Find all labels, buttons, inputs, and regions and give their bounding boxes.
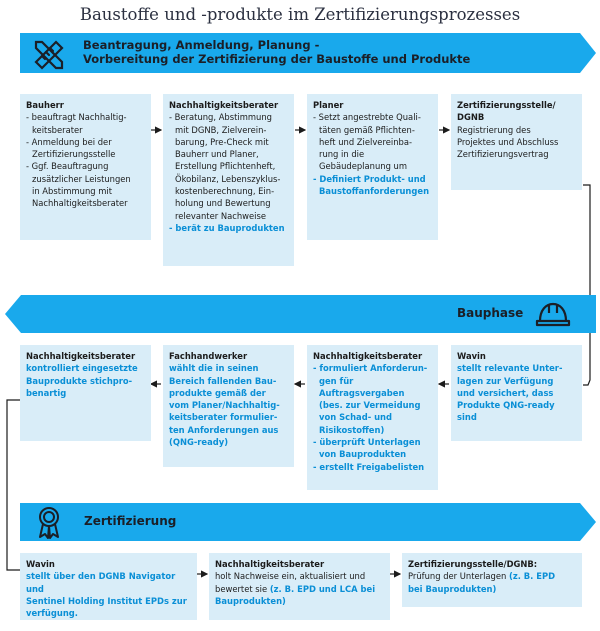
- box-line: rung in die: [319, 149, 365, 160]
- box-highlight: verfügung.: [26, 608, 78, 619]
- phase1-box-planer: [307, 94, 438, 240]
- box-line: keitsberater: [32, 124, 83, 135]
- box-heading: Fachhandwerker: [169, 351, 248, 361]
- box-highlight: lagen zur Verfügung: [457, 375, 554, 386]
- box-highlight: Bereich fallenden Bau-: [169, 375, 277, 386]
- box-highlight: stellt über den DGNB Navigator und: [26, 571, 176, 594]
- phase2-band: [5, 295, 596, 333]
- box-heading: Nachhaltigkeitsberater: [313, 351, 423, 361]
- phase1-box-nachhaltigkeitsberater: [163, 94, 294, 266]
- box-line: zusätzlicher Leistungen: [32, 173, 131, 184]
- phase1-box-bauherr: [20, 94, 151, 240]
- box-heading: Nachhaltigkeitsberater: [26, 351, 136, 361]
- box-line: Ökobilanz, Lebenszyklus-: [175, 173, 281, 184]
- box-highlight: - berät zu Bauprodukten: [169, 222, 285, 233]
- phase2-title: Bauphase: [457, 306, 524, 320]
- box-line: Bauherr und Planer,: [175, 149, 259, 160]
- box-highlight: stellt relevante Unter-: [457, 363, 563, 374]
- box-highlight: Bauprodukte stichpro-: [26, 375, 133, 386]
- box-line: täten gemäß Pflichten-: [319, 124, 415, 135]
- phase2-box-fachhandwerker: [163, 345, 294, 467]
- phase3-box-zertifizierungsstelle: [402, 553, 582, 607]
- box-highlight: gen für Auftragsvergaben: [319, 375, 405, 398]
- box-line: Zertifizierungsvertrag: [457, 149, 549, 160]
- box-line-highlight: (z. B. EPD und LCA bei: [269, 583, 376, 594]
- box-highlight: Sentinel Holding Institut EPDs zur: [26, 595, 187, 606]
- box-highlight: Produkte QNG-ready: [457, 400, 555, 411]
- box-highlight: - überprüft Unterlagen: [313, 437, 421, 448]
- box-line: holt Nachweise ein, aktualisiert und: [215, 571, 366, 582]
- phase2-box-nachhaltigkeitsberater-2: [307, 345, 438, 490]
- box-heading: Nachhaltigkeitsberater: [215, 559, 325, 569]
- phase3-box-wavin: [20, 553, 197, 620]
- box-line: - beauftragt Nachhaltig-: [26, 112, 127, 123]
- box-highlight: und versichert, dass: [457, 387, 554, 398]
- box-highlight: - formuliert Anforderun-: [313, 363, 428, 374]
- box-highlight: sind: [457, 412, 477, 423]
- phase1-title: Beantragung, Anmeldung, Planung -: [83, 38, 320, 52]
- certificate-icon: [34, 505, 64, 539]
- box-highlight: von Schad- und: [319, 412, 393, 423]
- box-highlight: produkte gemäß der: [169, 387, 266, 398]
- box-line: barung, Pre-Check mit: [175, 136, 269, 147]
- box-line: Registrierung des: [457, 124, 531, 135]
- box-line: relevanter Nachweise: [175, 210, 266, 221]
- box-line: in Abstimmung mit: [32, 186, 112, 197]
- box-line: - Ggf. Beauftragung: [26, 161, 109, 172]
- phase3-band: [20, 503, 596, 541]
- page-title: Baustoffe und -produkte im Zertifizierungsprozesses: [79, 5, 521, 24]
- box-line-highlight: (z. B. EPD: [509, 571, 556, 582]
- box-highlight: keitsberater formulier-: [169, 412, 278, 423]
- box-highlight: (QNG-ready): [169, 437, 229, 448]
- box-highlight: Risikostoffen): [319, 424, 385, 435]
- box-line: Erstellung Pflichtenheft,: [175, 161, 276, 172]
- box-highlight: ten Anforderungen aus: [169, 424, 279, 435]
- phase3-title: Zertifizierung: [84, 514, 177, 528]
- box-line: holung und Bewertung: [175, 198, 271, 209]
- box-highlight: - erstellt Freigabelisten: [313, 461, 425, 472]
- box-line-plain: Prüfung der Unterlagen: [408, 571, 509, 582]
- box-line: - Beratung, Abstimmung: [169, 112, 272, 123]
- box-line: Zertifizierungsstelle: [32, 149, 116, 160]
- box-highlight: von Bauprodukten: [319, 449, 407, 460]
- hard-hat-icon: [535, 299, 571, 329]
- box-highlight: Baustoffanforderungen: [319, 186, 430, 197]
- box-heading: Wavin: [457, 351, 486, 361]
- box-line: heft und Zielvereinba-: [319, 136, 412, 147]
- box-highlight: kontrolliert eingesetzte: [26, 363, 138, 374]
- box-line: Projektes und Abschluss: [457, 136, 559, 147]
- box-line-plain: bewertet sie: [215, 583, 270, 594]
- box-heading: Zertifizierungsstelle/: [457, 100, 556, 110]
- box-highlight: wählt die in seinen: [169, 363, 259, 374]
- box-line: kostenberechnung, Ein-: [175, 186, 275, 197]
- phase1-box-zertifizierungsstelle: [451, 94, 582, 190]
- phase3-box-nachhaltigkeitsberater: [209, 553, 390, 620]
- box-highlight: (bes. zur Vermeidung: [319, 400, 421, 411]
- box-heading: Planer: [313, 100, 344, 110]
- box-highlight: vom Planer/Nachhaltig-: [169, 400, 280, 411]
- box-heading: Nachhaltigkeitsberater: [169, 100, 279, 110]
- box-heading: Zertifizierungsstelle/DGNB:: [408, 559, 538, 569]
- box-highlight: benartig: [26, 387, 67, 398]
- box-highlight: bei Bauprodukten): [408, 583, 497, 594]
- box-line: mit DGNB, Zielverein-: [175, 124, 267, 135]
- box-heading-2: DGNB: [457, 112, 485, 123]
- box-highlight: Bauprodukten): [215, 595, 286, 606]
- box-line: - Anmeldung bei der: [26, 136, 112, 147]
- box-line: Nachhaltigkeitsberater: [32, 198, 128, 209]
- box-line-mixed: [215, 583, 384, 595]
- box-heading: Bauherr: [26, 100, 64, 110]
- box-line: - Setzt angestrebte Quali-: [313, 112, 421, 123]
- box-line: Gebäudeplanung um: [319, 161, 408, 172]
- phase2-box-nachhaltigkeitsberater: [20, 345, 151, 441]
- box-highlight: - Definiert Produkt- und: [313, 173, 426, 184]
- phase1-subtitle: Vorbereitung der Zertifizierung der Baustoffe und Produkte: [83, 52, 471, 66]
- box-heading: Wavin: [26, 559, 55, 569]
- box-line-mixed: [408, 570, 576, 582]
- phase2-box-wavin: [451, 345, 582, 441]
